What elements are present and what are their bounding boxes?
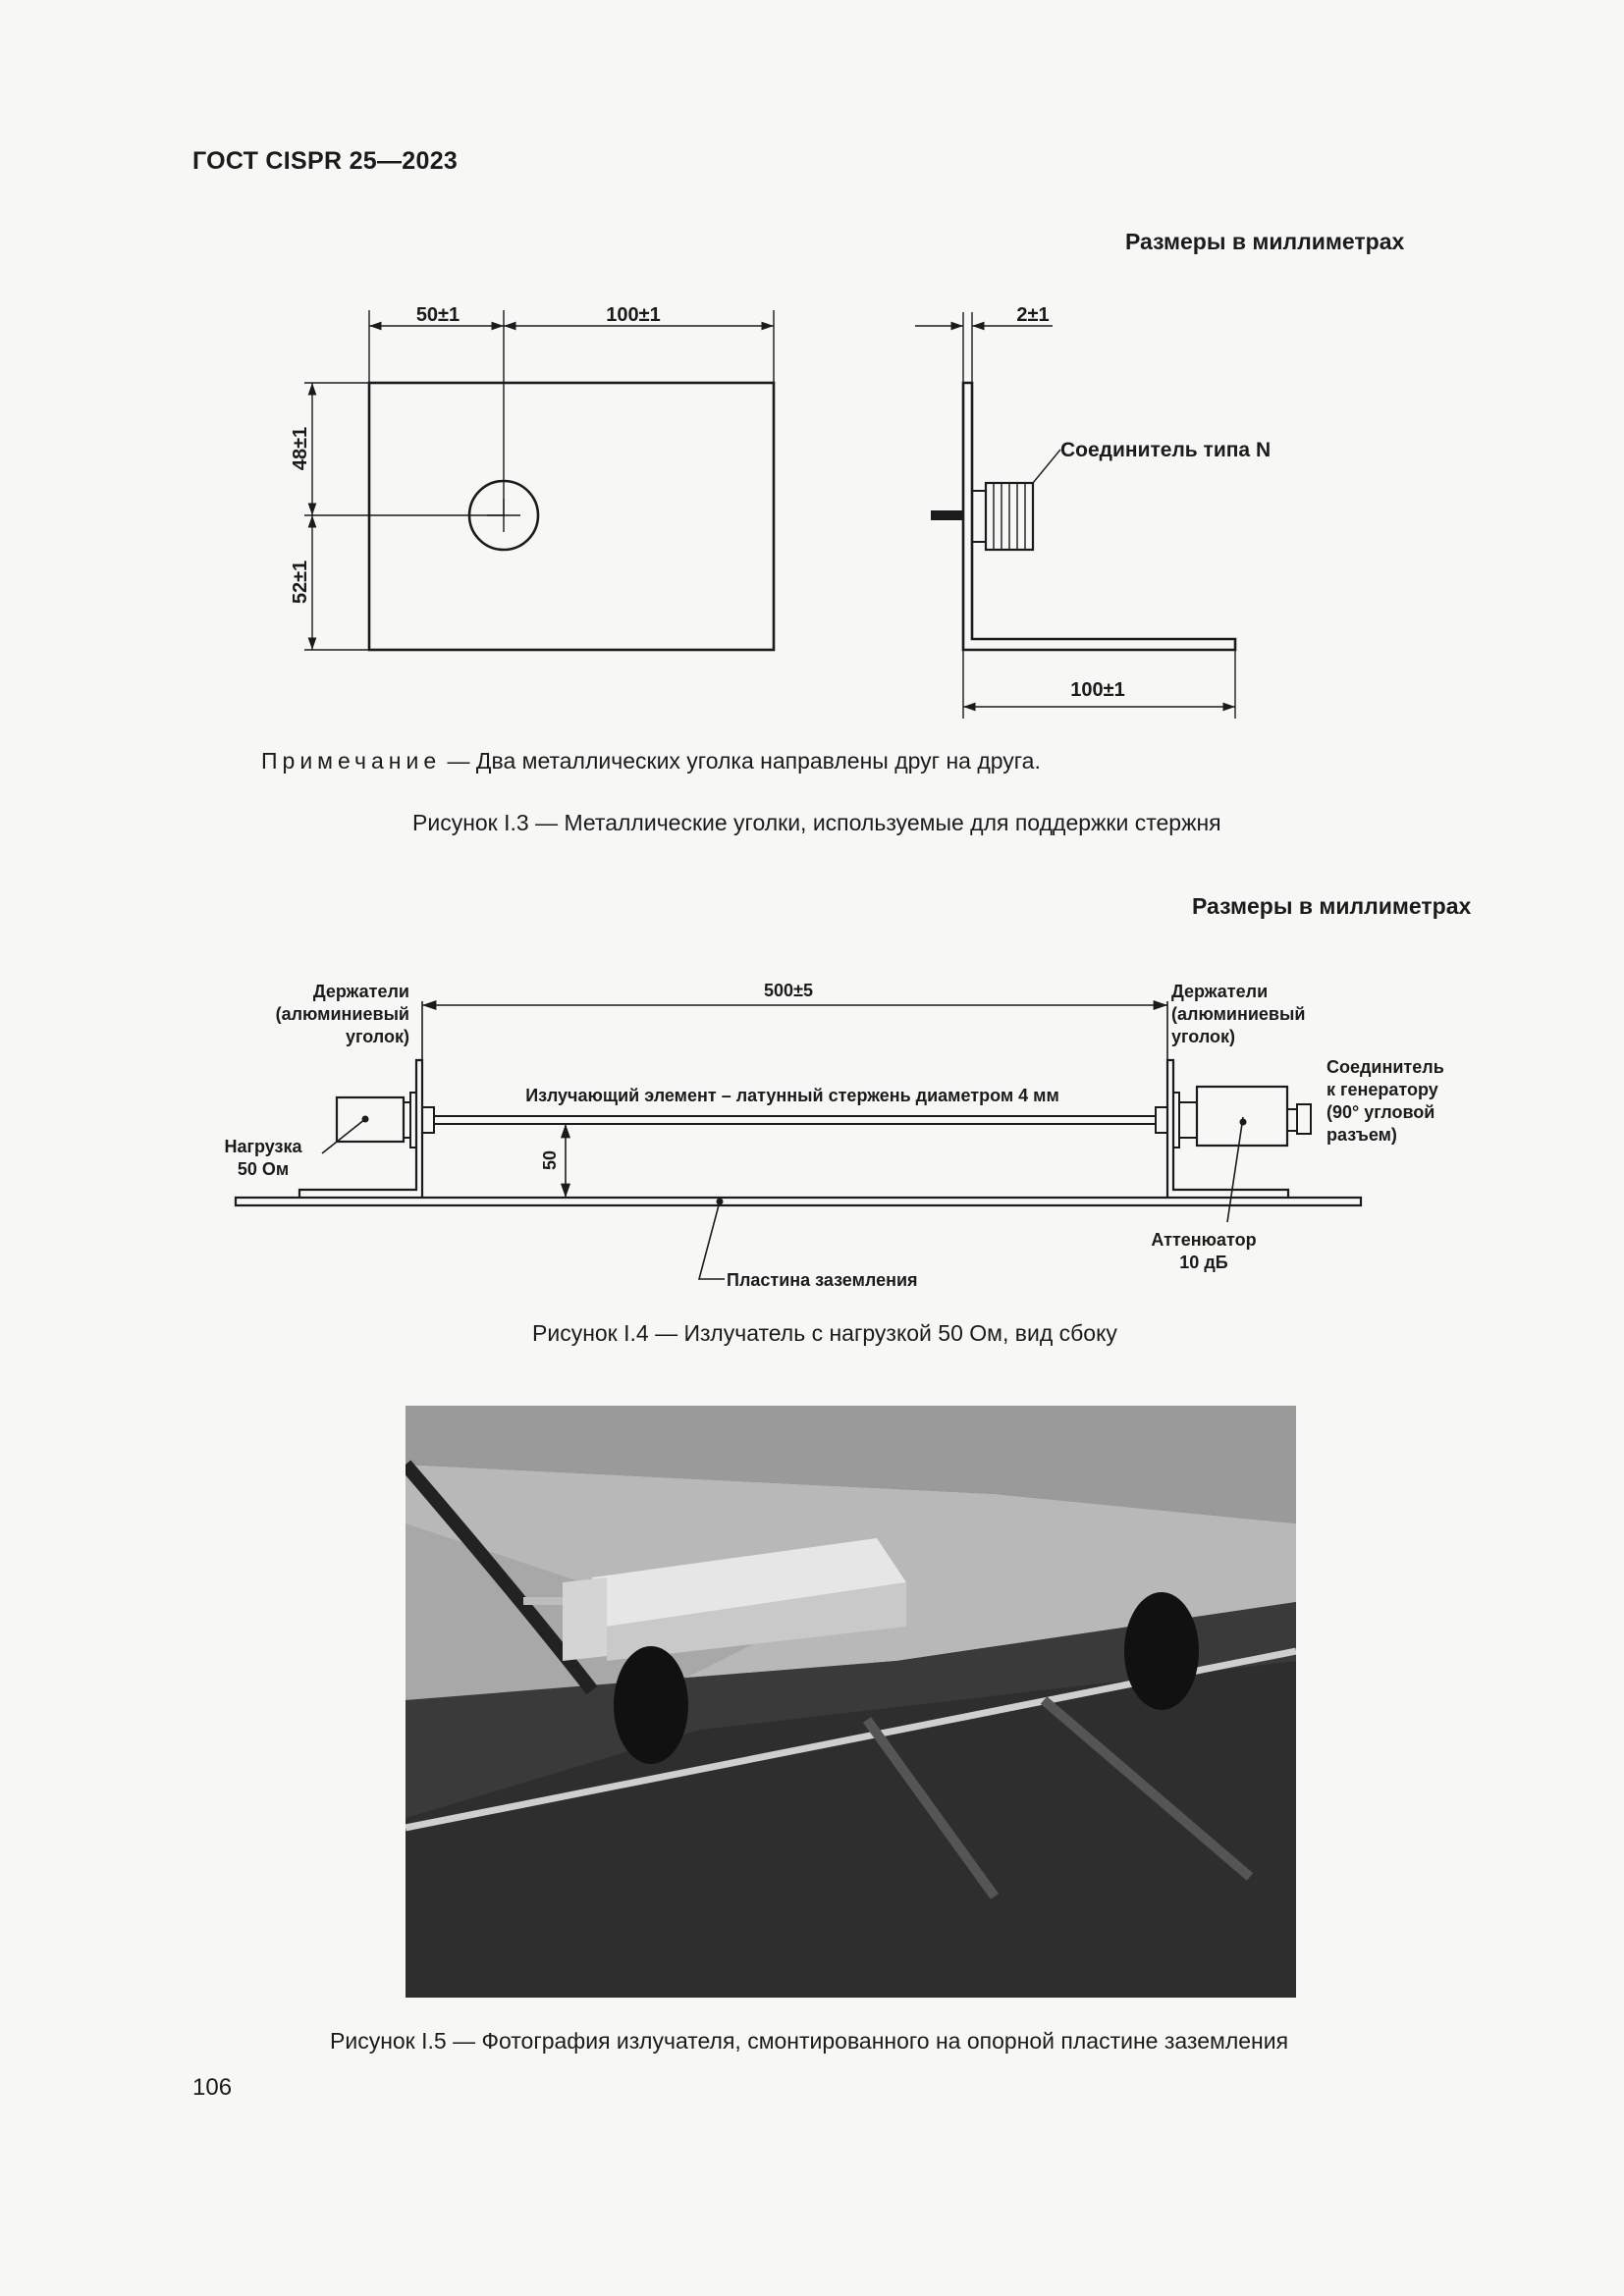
attenuator-line-2: 10 дБ [1179, 1253, 1228, 1272]
dim-100-bottom: 100±1 [1070, 679, 1125, 701]
holders-right-label [1171, 982, 1305, 1046]
page-number: 106 [192, 2074, 233, 2101]
units-label-i4: Размеры в миллиметрах [1192, 893, 1472, 919]
units-label-i3: Размеры в миллиметрах [1125, 229, 1405, 254]
connector-line-4: разъем) [1326, 1125, 1397, 1145]
dim-52: 52±1 [290, 560, 311, 605]
connector-line-3: (90° угловой [1326, 1102, 1435, 1122]
right-holder-angle [1167, 1060, 1288, 1198]
connector-line-1: Соединитель [1326, 1057, 1444, 1077]
load-label [224, 1137, 302, 1179]
load-line-1: Нагрузка [224, 1137, 302, 1156]
dim-48: 48±1 [290, 426, 311, 471]
holders-left-line-1: Держатели [312, 982, 409, 1001]
rod-label: Излучающий элемент – латунный стержень диаметром 4 мм [525, 1086, 1059, 1105]
load-line-2: 50 Ом [237, 1159, 290, 1179]
dim-100-top: 100±1 [606, 304, 661, 326]
figure-i3-drawing [0, 0, 1624, 746]
figure-i5-caption: Рисунок I.5 — Фотография излучателя, смонтированного на опорной пластине заземления [330, 2028, 1289, 2054]
note-text: — Два металлических уголка направлены друг на друга. [441, 748, 1041, 774]
generator-connector-label [1326, 1057, 1444, 1145]
document-header: ГОСТ CISPR 25—2023 [192, 147, 459, 175]
figure-i4-drawing [0, 962, 1624, 1306]
figure-i3-note [261, 748, 1041, 774]
connector-line-2: к генератору [1326, 1080, 1438, 1099]
figure-i3-caption: Рисунок I.3 — Металлические уголки, используемые для поддержки стержня [412, 810, 1221, 835]
dim-50-height: 50 [540, 1149, 560, 1171]
attenuator-box [1197, 1087, 1287, 1146]
ground-plate [236, 1198, 1361, 1205]
figure-i5-photo [406, 1406, 1296, 1998]
holders-right-line-1: Держатели [1171, 982, 1269, 1001]
dim-2: 2±1 [1016, 304, 1050, 326]
figure-i4-caption: Рисунок I.4 — Излучатель с нагрузкой 50 Ом, вид сбоку [532, 1320, 1117, 1346]
angle-side-view [963, 383, 1235, 650]
load-box [337, 1097, 404, 1142]
ground-plate-label: Пластина заземления [727, 1270, 918, 1290]
holders-right-line-3: уголок) [1171, 1027, 1236, 1046]
dim-500: 500±5 [764, 981, 813, 1000]
dim-50: 50±1 [415, 304, 460, 326]
connector-n-label: Соединитель типа N [1060, 439, 1272, 461]
attenuator-label [1151, 1230, 1256, 1272]
holders-left-line-2: (алюминиевый [275, 1004, 409, 1024]
note-prefix: Примечание [261, 748, 442, 774]
photo-illustration [406, 1406, 1296, 1998]
holders-right-line-2: (алюминиевый [1171, 1004, 1306, 1024]
generator-connector [1297, 1104, 1311, 1134]
attenuator-line-1: Аттенюатор [1151, 1230, 1257, 1250]
plate-front-view [369, 383, 774, 650]
holders-left-label [276, 982, 409, 1046]
holders-left-line-3: уголок) [345, 1027, 409, 1046]
